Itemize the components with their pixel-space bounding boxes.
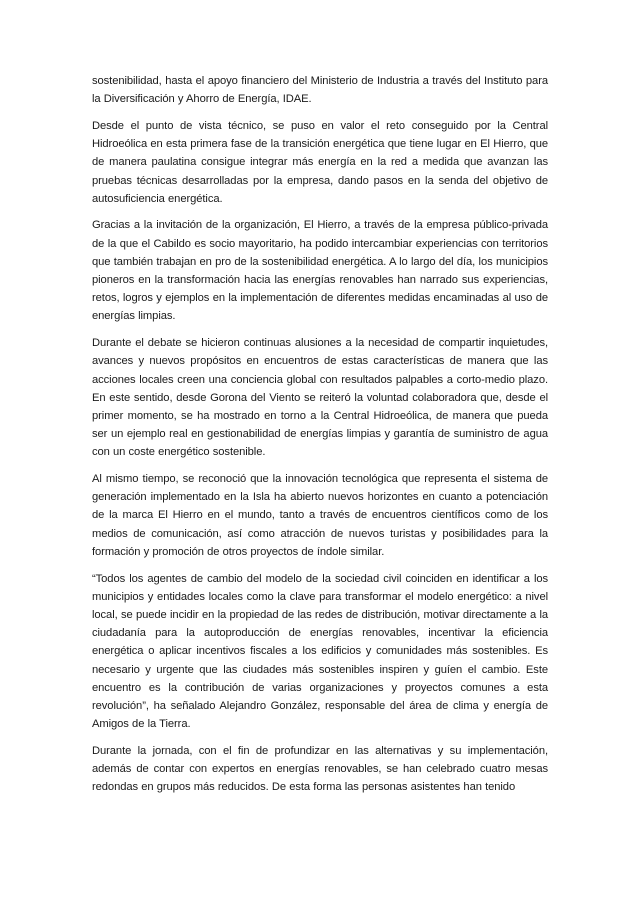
paragraph-jornada: Durante la jornada, con el fin de profundizar en las alternativas y su implementación, además de contar con expertos en energías renovables, se han celebrado cuatro mesas redondas en grupos más reducidos. De esta forma las personas asistentes han tenido [92, 744, 548, 794]
paragraph-quote: “Todos los agentes de cambio del modelo de la sociedad civil coinciden en identificar a los municipios y entidades locales como la clave para transformar el modelo energético: a nivel local, se puede incidir en la propiedad de las redes de distribución, motivar directamente a la ciudadanía para la autoproducción de energías renovables, incentivar la eficiencia energética o aplicar incentivos fiscales a los edificios y comunidades más sostenibles. Es necesario y urgente que las ciudades más sostenibles inspiren y guíen el cambio. Este encuentro es la contribución de varias organizaciones y proyectos comunes a esta revolución”, ha señalado Alejandro González, responsable del área de clima y energía de Amigos de la Tierra. [92, 572, 548, 731]
document-body [92, 72, 548, 805]
paragraph-technical-view: Desde el punto de vista técnico, se puso en valor el reto conseguido por la Central Hidroeólica en esta primera fase de la transición energética que tiene lugar en El Hierro, que de manera paulatina consigue integrar más energía en la red a medida que avanzan las pruebas técnicas desarrolladas por la empresa, dando pasos en la senda del objetivo de autosuficiencia energética. [92, 119, 548, 205]
paragraph-debate: Durante el debate se hicieron continuas alusiones a la necesidad de compartir inquietudes, avances y nuevos propósitos en encuentros de estas características de manera que las acciones locales creen una conciencia global con resultados palpables a corto-medio plazo. En este sentido, desde Gorona del Viento se reiteró la voluntad colaboradora que, desde el primer momento, se ha mostrado en torno a la Central Hidroeólica, de manera que pueda ser un ejemplo real en gestionabilidad de energías limpias y garantía de suministro de agua con un coste energético sostenible. [92, 337, 548, 459]
paragraph-invitation: Gracias a la invitación de la organización, El Hierro, a través de la empresa público-privada de la que el Cabildo es socio mayoritario, ha podido intercambiar experiencias con territorios que también trabajan en pro de la sostenibilidad energética. A lo largo del día, los municipios pioneros en la transformación hacia las energías renovables han narrado sus experiencias, retos, logros y ejemplos en la implementación de diferentes medidas encaminadas al uso de energías limpias. [92, 219, 548, 323]
paragraph-innovation: Al mismo tiempo, se reconoció que la innovación tecnológica que representa el sistema de generación implementado en la Isla ha abierto nuevos horizontes en cuanto a potenciación de la marca El Hierro en el mundo, tanto a través de encuentros científicos como de los medios de comunicación, así como atracción de nuevos turistas y posibilidades para la formación y promoción de otros proyectos de índole similar. [92, 473, 548, 558]
paragraph-intro-continuation: sostenibilidad, hasta el apoyo financiero del Ministerio de Industria a través del Instituto para la Diversificación y Ahorro de Energía, IDAE. [92, 75, 548, 106]
